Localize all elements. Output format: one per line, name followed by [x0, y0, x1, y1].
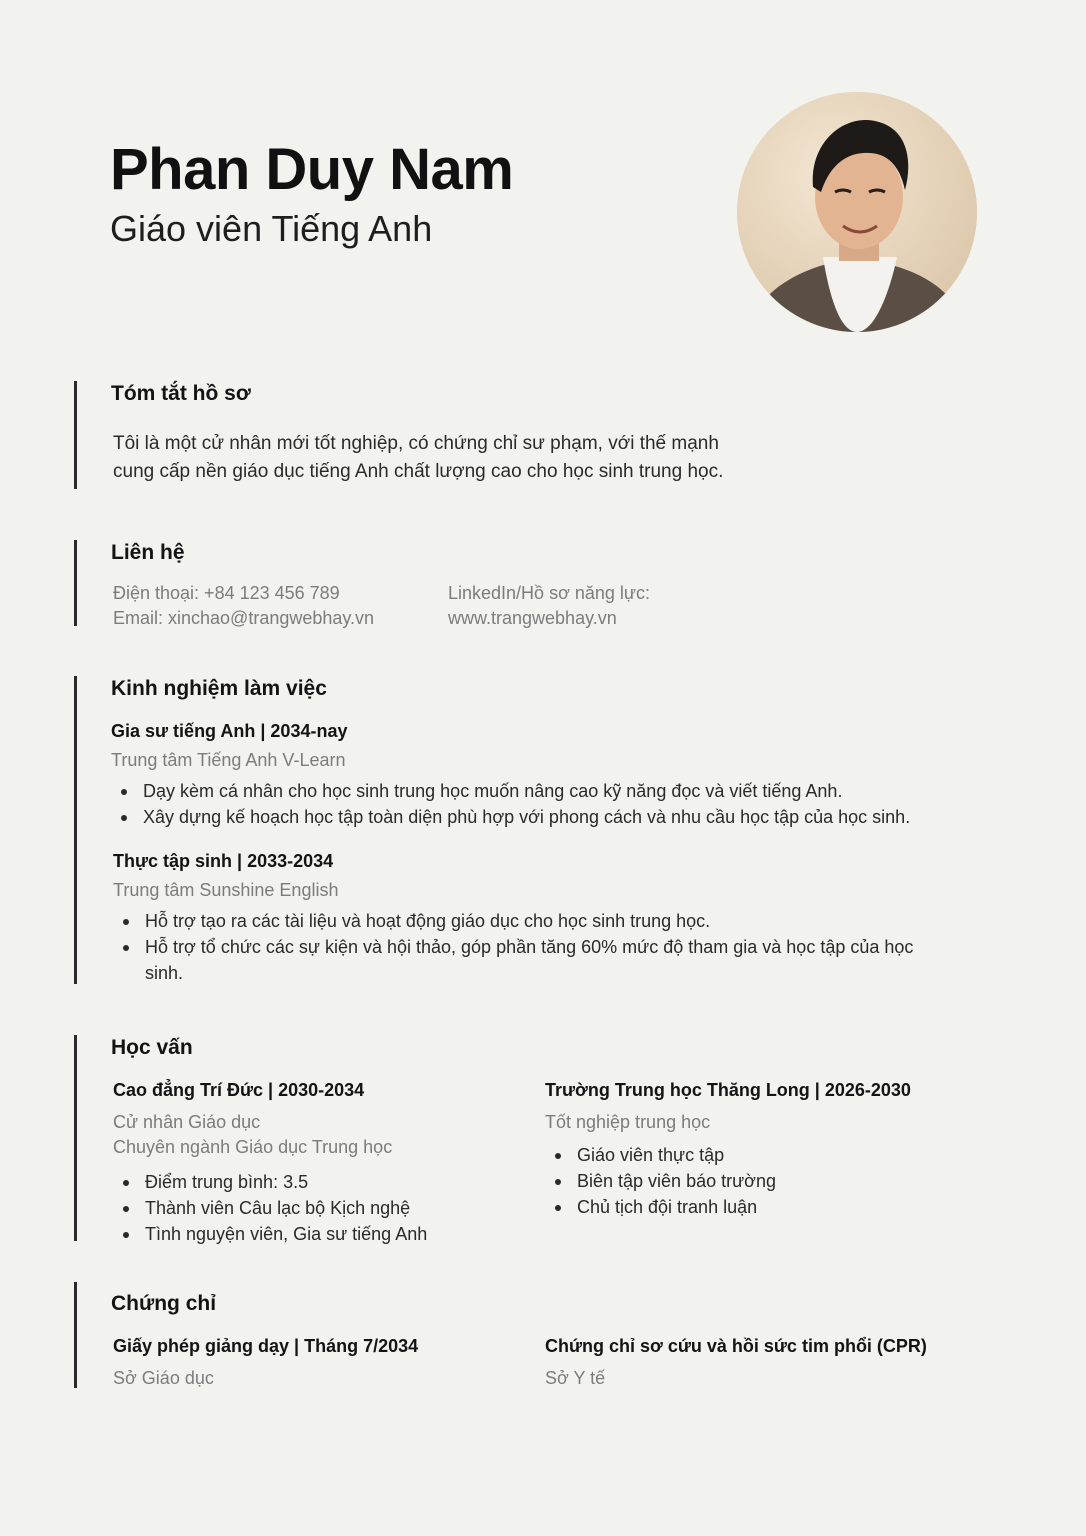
profile-photo — [737, 92, 977, 332]
school-degree: Cử nhân Giáo dục — [113, 1112, 261, 1132]
certificates-section — [74, 1282, 927, 1388]
school-bullet-list — [547, 1142, 776, 1220]
section-title-summary: Tóm tắt hồ sơ — [111, 382, 251, 405]
job-bullet-list — [113, 778, 910, 830]
certificate-title: Chứng chỉ sơ cứu và hồi sức tim phổi (CPR) — [545, 1336, 927, 1356]
list-item: Tình nguyện viên, Gia sư tiếng Anh — [115, 1221, 427, 1247]
section-title-experience: Kinh nghiệm làm việc — [111, 677, 327, 700]
job-organization: Trung tâm Tiếng Anh V-Learn — [111, 750, 346, 770]
contact-linkedin-label: LinkedIn/Hồ sơ năng lực: — [448, 583, 650, 603]
candidate-name: Phan Duy Nam — [110, 137, 514, 202]
school-title: Trường Trung học Thăng Long | 2026-2030 — [545, 1080, 911, 1100]
list-item: Hỗ trợ tổ chức các sự kiện và hội thảo, góp phần tăng 60% mức độ tham gia và học tập của học sinh. — [115, 934, 915, 986]
summary-section — [74, 381, 724, 489]
summary-line-1: Tôi là một cử nhân mới tốt nghiệp, có chứng chỉ sư phạm, với thế mạnh — [113, 433, 719, 454]
contact-section — [74, 540, 650, 628]
list-item: Hỗ trợ tạo ra các tài liệu và hoạt động giáo dục cho học sinh trung học. — [115, 908, 915, 934]
list-item: Chủ tịch đội tranh luận — [547, 1194, 776, 1220]
school-bullet-list — [115, 1169, 427, 1247]
job-title: Gia sư tiếng Anh | 2034-nay — [111, 721, 348, 741]
section-title-contact: Liên hệ — [111, 541, 185, 564]
section-title-education: Học vấn — [111, 1036, 193, 1059]
school-major: Chuyên ngành Giáo dục Trung học — [113, 1137, 393, 1157]
list-item: Giáo viên thực tập — [547, 1142, 776, 1168]
certificate-title: Giấy phép giảng dạy | Tháng 7/2034 — [113, 1336, 419, 1356]
list-item: Xây dựng kế hoạch học tập toàn diện phù hợp với phong cách và nhu cầu học tập của học sinh. — [113, 804, 910, 830]
job-title: Thực tập sinh | 2033-2034 — [113, 851, 334, 871]
school-title: Cao đẳng Trí Đức | 2030-2034 — [113, 1080, 365, 1100]
school-degree: Tốt nghiệp trung học — [545, 1112, 711, 1132]
experience-section — [74, 676, 914, 984]
section-title-certificates: Chứng chỉ — [111, 1292, 217, 1315]
job-organization: Trung tâm Sunshine English — [113, 880, 339, 900]
candidate-title: Giáo viên Tiếng Anh — [110, 208, 433, 249]
education-section — [74, 1035, 911, 1244]
list-item: Điểm trung bình: 3.5 — [115, 1169, 427, 1195]
summary-line-2: cung cấp nền giáo dục tiếng Anh chất lượng cao cho học sinh trung học. — [113, 461, 724, 482]
contact-linkedin-url: www.trangwebhay.vn — [448, 608, 617, 628]
contact-email: Email: xinchao@trangwebhay.vn — [113, 608, 375, 628]
list-item: Biên tập viên báo trường — [547, 1168, 776, 1194]
contact-phone: Điện thoại: +84 123 456 789 — [113, 583, 340, 603]
certificate-issuer: Sở Y tế — [545, 1368, 606, 1388]
certificate-issuer: Sở Giáo dục — [113, 1368, 214, 1388]
list-item: Thành viên Câu lạc bộ Kịch nghệ — [115, 1195, 427, 1221]
list-item: Dạy kèm cá nhân cho học sinh trung học muốn nâng cao kỹ năng đọc và viết tiếng Anh. — [113, 778, 910, 804]
job-bullet-list — [115, 908, 915, 986]
